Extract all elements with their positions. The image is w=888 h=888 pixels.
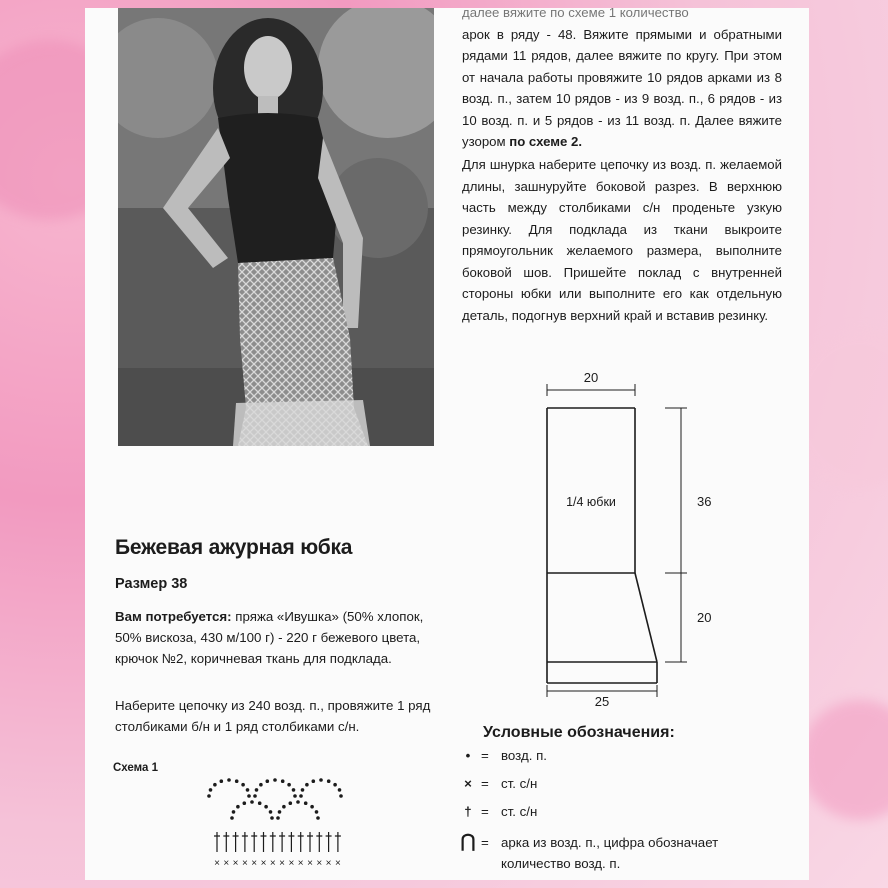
- double-crochet-mark: [233, 832, 239, 852]
- dim-lower-height: 20: [697, 610, 712, 625]
- dot-icon: •: [465, 748, 471, 763]
- single-crochet-mark: ×: [279, 858, 286, 869]
- instructions-scheme-ref: по схеме 2.: [509, 134, 582, 149]
- legend-item-chain: [455, 748, 547, 763]
- chain-stitch-dot: [338, 788, 342, 792]
- double-crochet-mark: [298, 832, 304, 852]
- size-heading: Размер 38: [115, 576, 188, 592]
- chain-stitch-dot: [213, 783, 217, 787]
- single-crochet-mark: ×: [223, 858, 230, 869]
- chain-stitch-dot: [273, 778, 277, 782]
- single-crochet-mark: ×: [334, 858, 341, 869]
- chain-stitch-dot: [282, 805, 286, 809]
- double-crochet-mark: [261, 832, 267, 852]
- chain-stitch-arches: [207, 778, 343, 820]
- legend-label: арка из возд. п., цифра обозначает количество возд. п.: [501, 835, 719, 871]
- single-crochet-row: [214, 858, 341, 869]
- legend-equals: =: [481, 776, 489, 791]
- double-crochet-mark: [316, 832, 322, 852]
- legend-equals: =: [481, 748, 489, 763]
- legend-equals: =: [481, 835, 489, 850]
- legend-label: ст. с/н: [501, 776, 538, 791]
- dim-bottom-width: 25: [594, 694, 610, 709]
- scheme1-chart: [205, 770, 355, 870]
- chain-stitch-dot: [266, 779, 270, 783]
- legend-title: Условные обозначения:: [483, 724, 675, 741]
- chain-stitch-dot: [236, 805, 240, 809]
- chain-stitch-dot: [310, 805, 314, 809]
- cord-instructions: Для шнурка наберите цепочку из возд. п. желаемой длины, зашнуруйте боковой разрез. В верхнюю часть между столбиками с/н проденьте узкую резинку. Для подклада из ткани выкроите прямоугольник желаемого размера, выполните боковой шов. Пришейте поклад с внутренней стороны юбки или выполните его как отдельную деталь, подогнув верхний край и вставив резинку.: [462, 157, 782, 323]
- chain-stitch-dot: [220, 779, 224, 783]
- chain-stitch-dot: [281, 779, 285, 783]
- chain-stitch-dot: [255, 788, 259, 792]
- arch-icon: ⋂: [460, 831, 476, 851]
- chain-stitch-dot: [304, 801, 308, 805]
- legend-item-arch: [455, 832, 785, 874]
- instructions-continued: [462, 8, 782, 153]
- single-crochet-mark: ×: [325, 858, 332, 869]
- double-crochet-mark: [242, 832, 248, 852]
- chain-stitch-dot: [299, 794, 303, 798]
- chain-stitch-dot: [316, 816, 320, 820]
- materials-paragraph: [115, 606, 440, 670]
- double-crochet-mark: [223, 832, 229, 852]
- materials-label: Вам потребуется:: [115, 609, 232, 624]
- chain-stitch-dot: [246, 788, 250, 792]
- chain-stitch-dot: [258, 801, 262, 805]
- scheme1-label: Схема 1: [113, 762, 159, 774]
- chain-stitch-dot: [207, 794, 211, 798]
- model-photo-illustration: [118, 8, 434, 446]
- chain-stitch-dot: [278, 810, 282, 814]
- double-crochet-mark: [288, 832, 294, 852]
- legend-item-single-crochet: [455, 776, 537, 791]
- single-crochet-mark: ×: [260, 858, 267, 869]
- chain-stitch-dot: [241, 783, 245, 787]
- chain-stitch-dot: [243, 801, 247, 805]
- double-crochet-mark: [270, 832, 276, 852]
- chain-stitch-dot: [339, 794, 343, 798]
- single-crochet-mark: ×: [307, 858, 313, 869]
- chain-stitch-dot: [276, 816, 280, 820]
- magazine-page: [85, 8, 809, 880]
- chain-stitch-dot: [250, 800, 254, 804]
- chain-stitch-dot: [269, 810, 273, 814]
- double-crochet-mark: [214, 832, 220, 852]
- double-crochet-row: [214, 832, 341, 852]
- single-crochet-mark: ×: [232, 858, 239, 869]
- legend-label: ст. с/н: [501, 804, 538, 819]
- chain-stitch-dot: [319, 778, 323, 782]
- dim-upper-height: 36: [697, 494, 712, 509]
- chain-stitch-dot: [287, 783, 291, 787]
- chain-stitch-dot: [289, 801, 293, 805]
- piece-label: 1/4 юбки: [566, 495, 616, 509]
- chain-stitch-dot: [301, 788, 305, 792]
- double-crochet-mark: [279, 832, 285, 852]
- chain-stitch-dot: [259, 783, 263, 787]
- page-title: Бежевая ажурная юбка: [115, 536, 353, 559]
- chain-stitch-dot: [253, 794, 257, 798]
- chain-stitch-dot: [292, 788, 296, 792]
- legend-equals: =: [481, 804, 489, 819]
- chain-stitch-dot: [230, 816, 234, 820]
- single-crochet-mark: ×: [316, 858, 323, 869]
- cast-on-paragraph: Наберите цепочку из 240 возд. п., провяжите 1 ряд столбиками б/н и 1 ряд столбиками с/н.: [115, 698, 431, 735]
- double-crochet-mark: [307, 832, 313, 852]
- single-crochet-mark: ×: [241, 858, 248, 869]
- dim-top-width: 20: [583, 370, 599, 385]
- chain-stitch-dot: [209, 788, 213, 792]
- chain-stitch-dot: [327, 779, 331, 783]
- chain-stitch-dot: [296, 800, 300, 804]
- single-crochet-mark: ×: [251, 858, 258, 869]
- model-photo: [118, 8, 434, 446]
- chain-stitch-dot: [232, 810, 236, 814]
- instructions-text: арок в ряду - 48. Вяжите прямыми и обратными рядами 11 рядов, далее вяжите по кругу. При этом от начала работы провяжите 10 рядов арками из 8 возд. п., затем 10 рядов - из 9 возд. п., 6 рядов - из 10 возд. п. и 5 рядов - из 11 возд. п. Далее вяжите узором: [462, 26, 782, 149]
- dagger-icon: †: [464, 804, 472, 819]
- chain-stitch-dot: [333, 783, 337, 787]
- double-crochet-mark: [335, 832, 341, 852]
- chain-stitch-dot: [293, 794, 297, 798]
- single-crochet-mark: ×: [297, 858, 304, 869]
- chain-stitch-dot: [247, 794, 251, 798]
- single-crochet-mark: ×: [269, 858, 276, 869]
- chain-stitch-dot: [270, 816, 274, 820]
- double-crochet-mark: [326, 832, 332, 852]
- cut-line: далее вяжите по схеме 1 количество: [462, 8, 689, 20]
- chain-stitch-dot: [312, 779, 316, 783]
- legend-label: возд. п.: [501, 748, 548, 763]
- single-crochet-mark: ×: [214, 858, 220, 869]
- chain-stitch-dot: [264, 805, 268, 809]
- skirt-pattern-diagram: [525, 366, 805, 711]
- materials-text: пряжа «Ивушка» (50% хлопок, 50% вискоза, 430 м/100 г) - 220 г бежевого цвета, крючок №2, коричневая ткань для подклада.: [115, 609, 424, 667]
- chain-stitch-dot: [305, 783, 309, 787]
- chain-stitch-dot: [235, 779, 239, 783]
- background-blob: [800, 700, 888, 820]
- single-crochet-mark: ×: [288, 858, 295, 869]
- chain-stitch-dot: [227, 778, 231, 782]
- double-crochet-mark: [251, 832, 257, 852]
- cross-icon: ×: [464, 776, 472, 791]
- legend-item-double-crochet: [455, 804, 537, 819]
- chain-stitch-dot: [315, 810, 319, 814]
